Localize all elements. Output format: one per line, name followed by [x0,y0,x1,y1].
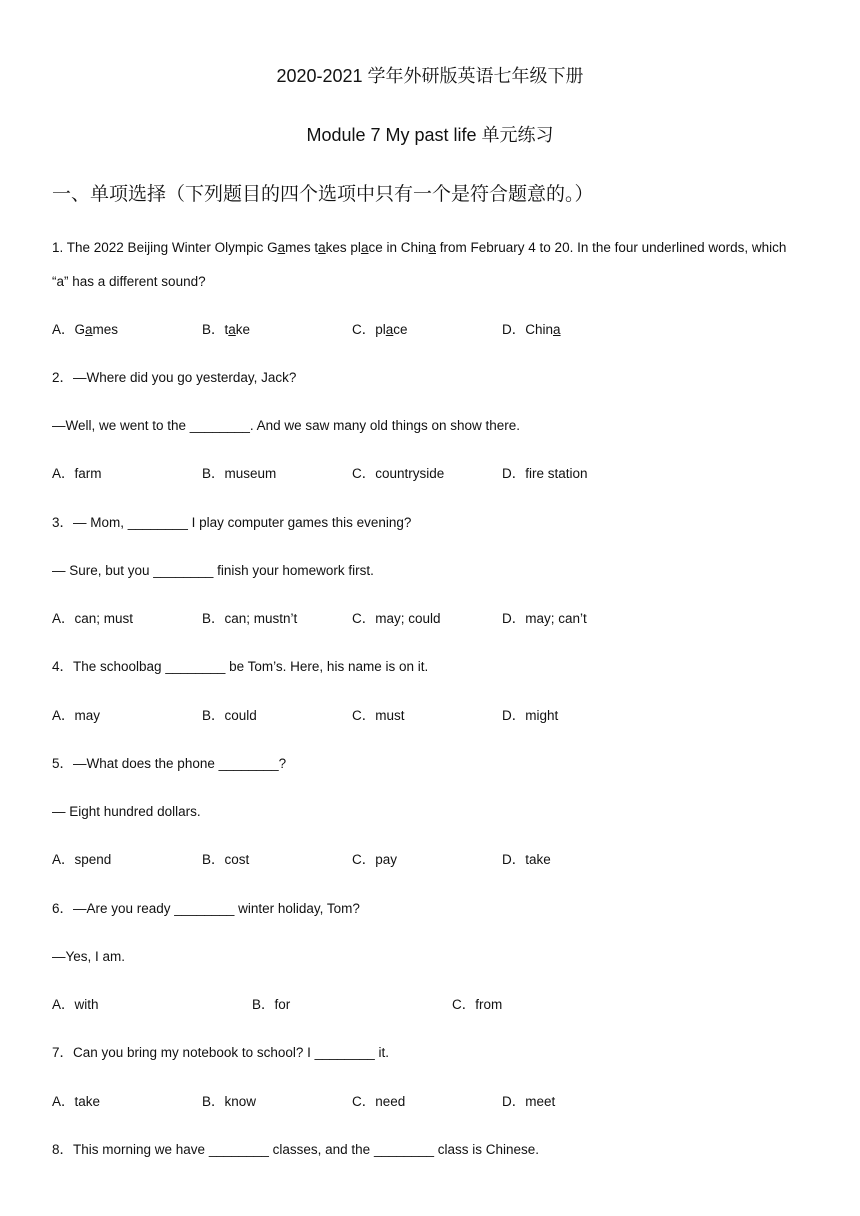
option-letter: B． [202,322,225,337]
option-letter: B． [202,852,225,867]
stem-text: 1. The 2022 Beijing Winter Olympic G [52,240,278,255]
question-3-stem: 3．— Mom, ________ I play computer games this evening? [52,515,412,530]
question-6-stem-line2: —Yes, I am. [52,949,126,964]
option-letter: B． [252,997,275,1012]
option-letter: C． [352,708,376,723]
option-text: G [74,322,86,337]
question-5-stem-line2: — Eight hundred dollars. [52,804,201,819]
stem-text: from February 4 to 20. In the four underlined words, which [436,240,787,255]
question-7-stem: 7．Can you bring my notebook to school? I ________ it. [52,1045,389,1060]
option-letter: C． [352,466,376,481]
underlined-letter: a [385,322,394,337]
question-1-stem [52,239,786,257]
option-text: farm [74,466,102,481]
question-2-stem: 2．—Where did you go yesterday, Jack? [52,370,297,385]
question-6-stem: 6．—Are you ready ________ winter holiday, Tom? [52,901,360,916]
option-text: take [525,852,551,867]
option-text: spend [74,852,112,867]
option-a[interactable] [52,465,102,483]
option-text: can; must [74,611,134,626]
question-4-stem: 4．The schoolbag ________ be Tom’s. Here, his name is on it. [52,659,429,674]
underlined-letter: a [428,240,437,255]
option-letter: A． [52,611,75,626]
option-letter: B． [202,466,225,481]
option-text: Chin [525,322,554,337]
option-letter: D． [502,1094,526,1109]
option-letter: B． [202,1094,225,1109]
option-letter: D． [502,466,526,481]
option-d[interactable] [502,465,588,483]
document-subtitle: Module 7 My past life 单元练习 [306,125,554,145]
underlined-letter: a [360,240,369,255]
stem-text: mes t [285,240,319,255]
underlined-letter: a [318,240,326,255]
option-letter: A． [52,466,75,481]
option-text: ke [235,322,251,337]
option-a[interactable] [52,1093,100,1111]
option-letter: A． [52,852,75,867]
option-text: cost [224,852,250,867]
option-text: know [224,1094,257,1109]
option-text: t [224,322,229,337]
option-letter: C． [452,997,476,1012]
option-letter: A． [52,708,75,723]
option-c[interactable] [352,321,408,339]
option-d[interactable] [502,1093,555,1111]
underlined-letter: a [85,322,93,337]
option-d[interactable] [502,321,561,339]
option-text: may [74,708,101,723]
option-letter: C． [352,322,376,337]
question-2-stem-line2: —Well, we went to the ________. And we saw many old things on show there. [52,418,521,433]
option-text: need [375,1094,406,1109]
option-text: pay [375,852,398,867]
option-c[interactable] [352,851,397,869]
option-b[interactable] [202,321,250,339]
option-a[interactable] [52,321,118,339]
option-text: meet [525,1094,556,1109]
option-a[interactable] [52,610,133,628]
option-text: from [475,997,503,1012]
option-letter: C． [352,611,376,626]
option-text: may; can’t [525,611,587,626]
option-c[interactable] [352,707,405,725]
option-text: pl [375,322,386,337]
option-b[interactable] [202,465,276,483]
option-letter: A． [52,322,75,337]
option-a[interactable] [52,996,99,1014]
option-c[interactable] [352,1093,405,1111]
option-d[interactable] [502,610,587,628]
option-d[interactable] [502,851,551,869]
option-letter: B． [202,708,225,723]
option-a[interactable] [52,851,111,869]
stem-text: kes pl [325,240,361,255]
option-letter: C． [352,1094,376,1109]
option-letter: D． [502,852,526,867]
option-text: could [224,708,257,723]
option-letter: D． [502,708,526,723]
option-text: for [274,997,291,1012]
option-c[interactable] [352,610,441,628]
option-text: take [74,1094,101,1109]
option-letter: A． [52,997,75,1012]
option-text: can; mustn’t [224,611,298,626]
option-letter: D． [502,611,526,626]
question-3-stem-line2: — Sure, but you ________ finish your homework first. [52,563,374,578]
option-letter: D． [502,322,526,337]
option-text: mes [92,322,119,337]
option-b[interactable] [202,1093,256,1111]
option-text: with [74,997,99,1012]
option-text: must [375,708,405,723]
option-b[interactable] [202,610,297,628]
stem-text: ce in Chin [368,240,429,255]
option-c[interactable] [452,996,502,1014]
option-b[interactable] [202,707,257,725]
underlined-letter: a [553,322,561,337]
option-letter: A． [52,1094,75,1109]
question-1-stem-line2: “a” has a different sound? [52,274,206,289]
option-c[interactable] [352,465,444,483]
option-a[interactable] [52,707,100,725]
option-b[interactable] [202,851,249,869]
document-title: 2020-2021 学年外研版英语七年级下册 [276,66,584,86]
underlined-letter: a [228,322,236,337]
option-text: may; could [375,611,441,626]
option-text: fire station [525,466,588,481]
option-b[interactable] [252,996,290,1014]
option-letter: B． [202,611,225,626]
question-5-stem: 5．—What does the phone ________? [52,756,287,771]
option-text: ce [393,322,408,337]
option-d[interactable] [502,707,558,725]
question-8-stem: 8．This morning we have ________ classes, and the ________ class is Chinese. [52,1142,540,1157]
underlined-letter: a [277,240,286,255]
option-letter: C． [352,852,376,867]
section-heading: 一、单项选择（下列题目的四个选项中只有一个是符合题意的。） [52,183,594,205]
option-text: countryside [375,466,445,481]
option-text: might [525,708,559,723]
option-text: museum [224,466,277,481]
